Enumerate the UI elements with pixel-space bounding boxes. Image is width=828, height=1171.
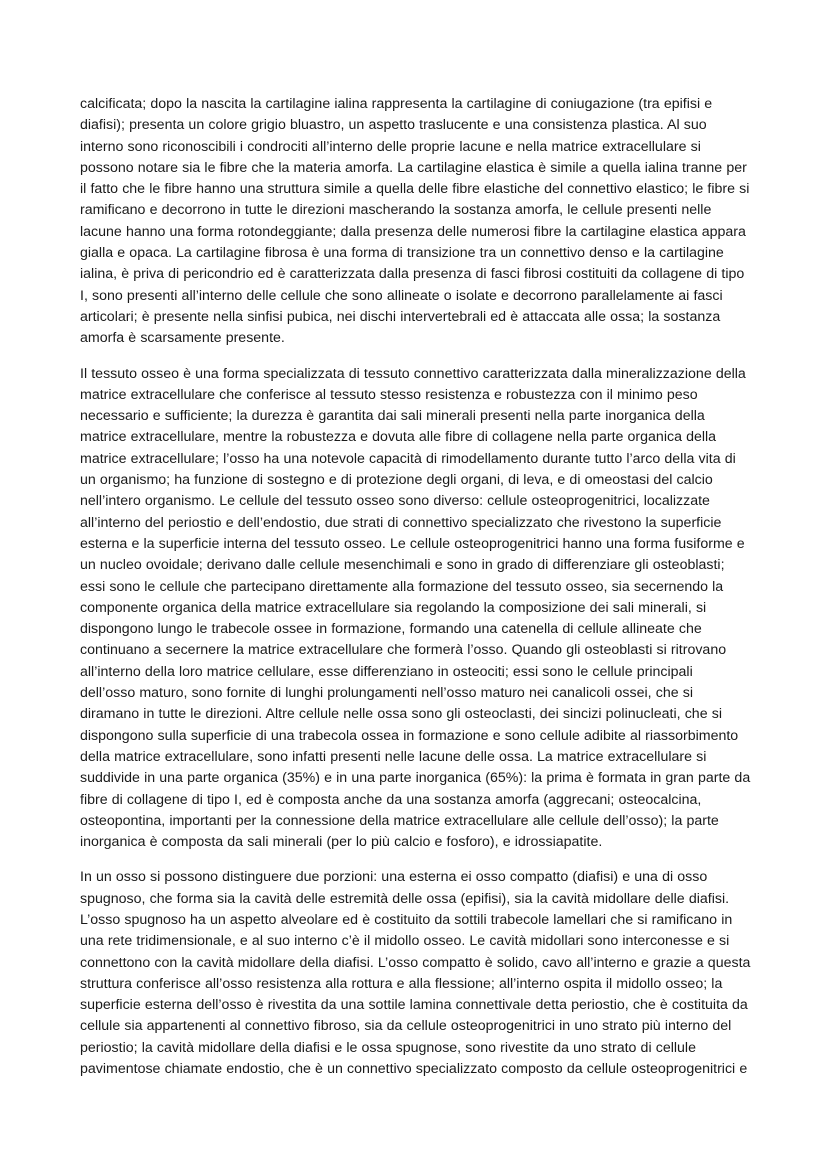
paragraph-bone-portions: In un osso si possono distinguere due porzioni: una esterna ei osso compatto (diafisi) e una di osso spugnoso, che forma sia la cavità delle estremità delle ossa (epifisi), sia la cavità midollare delle diafisi. L’osso spugnoso ha un aspetto alveolare ed è costituito da sottili trabecole lamellari che si ramificano in una rete tridimensionale, e al suo interno c’è il midollo osseo. Le cavità midollari sono interconesse e si connettono con la cavità midollare della diafisi. L’osso compatto è solido, cavo all’interno e grazie a questa struttura conferisce all’osso resistenza alla rottura e alla flessione; all’interno ospita il midollo osseo; la superficie esterna dell’osso è rivestita da una sottile lamina connettivale detta periostio, che è costituita da cellule sia appartenenti al connettivo fibroso, sia da cellule osteoprogenitrici in uno strato più interno del periostio; la cavità midollare della diafisi e le ossa spugnose, sono rivestite da uno strato di cellule pavimentose chiamate endostio, che è un connettivo specializzato composto da cellule osteoprogenitrici e: [80, 869, 751, 1078]
document-page: [80, 94, 752, 1094]
paragraph-bone-tissue: Il tessuto osseo è una forma specializzata di tessuto connettivo caratterizzata dalla mineralizzazione della matrice extracellulare che conferisce al tessuto stesso resistenza e robustezza con il minimo peso necessario e sufficiente; la durezza è garantita dai sali minerali presenti nella parte inorganica della matrice extracellulare, mentre la robustezza e dovuta alle fibre di collagene nella parte organica della matrice extracellulare; l’osso ha una notevole capacità di rimodellamento durante tutto l’arco della vita di un organismo; ha funzione di sostegno e di protezione degli organi, di leva, e di omeostasi del calcio nell’intero organismo. Le cellule del tessuto osseo sono diverso: cellule osteoprogenitrici, localizzate all’interno del periostio e dell’endostio, due strati di connettivo specializzato che rivestono la superficie esterna e la superficie interna del tessuto osseo. Le cellule osteoprogenitrici hanno una forma fusiforme e un nucleo ovoidale; derivano dalle cellule mesenchimali e sono in grado di differenziare gli osteoblasti; essi sono le cellule che partecipano direttamente alla formazione del tessuto osseo, sia secernendo la componente organica della matrice extracellulare sia regolando la composizione dei sali minerali, si dispongono lungo le trabecole ossee in formazione, formando una catenella di cellule allineate che continuano a secernere la matrice extracellulare che formerà l’osso. Quando gli osteoblasti si ritrovano all’interno della loro matrice cellulare, esse differenziano in osteociti; essi sono le cellule principali dell’osso maturo, sono fornite di lunghi prolungamenti nell’osso maturo nei canalicoli ossei, che si diramano in tutte le direzioni. Altre cellule nelle ossa sono gli osteoclasti, dei sincizi polinucleati, che si dispongono sulla superficie di una trabecola ossea in formazione e sono cellule adibite al riassorbimento della matrice extracellulare, sono infatti presenti nelle lacune delle ossa. La matrice extracellulare si suddivide in una parte organica (35%) e in una parte inorganica (65%): la prima è formata in gran parte da fibre di collagene di tipo I, ed è composta anche da una sostanza amorfa (aggrecani; osteocalcina, osteopontina, importanti per la connessione della matrice extracellulare alle cellule dell’osso); la parte inorganica è composta da sali minerali (per lo più calcio e fosforo), e idrossiapatite.: [80, 365, 751, 851]
paragraph-cartilage-types: calcificata; dopo la nascita la cartilagine ialina rappresenta la cartilagine di coniugazione (tra epifisi e diafisi); presenta un colore grigio bluastro, un aspetto traslucente e una consistenza plastica. Al suo interno sono riconoscibili i condrociti all’interno delle proprie lacune e nella matrice extracellulare si possono notare sia le fibre che la materia amorfa. La cartilagine elastica è simile a quella ialina tranne per il fatto che le fibre hanno una struttura simile a quella delle fibre elastiche del connettivo elastico; le fibre si ramificano e decorrono in tutte le direzioni mascherando la sostanza amorfa, le cellule presenti nelle lacune hanno una forma rotondeggiante; dalla presenza delle numerosi fibre la cartilagine elastica appara gialla e opaca. La cartilagine fibrosa è una forma di transizione tra un connettivo denso e la cartilagine ialina, è priva di pericondrio ed è caratterizzata dalla presenza di fasci fibrosi costituiti da collagene di tipo I, sono presenti all’interno delle cellule che sono allineate o isolate e decorrono parallelamente ai fasci articolari; è presente nella sinfisi pubica, nei dischi intervertebrali ed è attaccata alle ossa; la sostanza amorfa è scarsamente presente.: [80, 96, 750, 347]
